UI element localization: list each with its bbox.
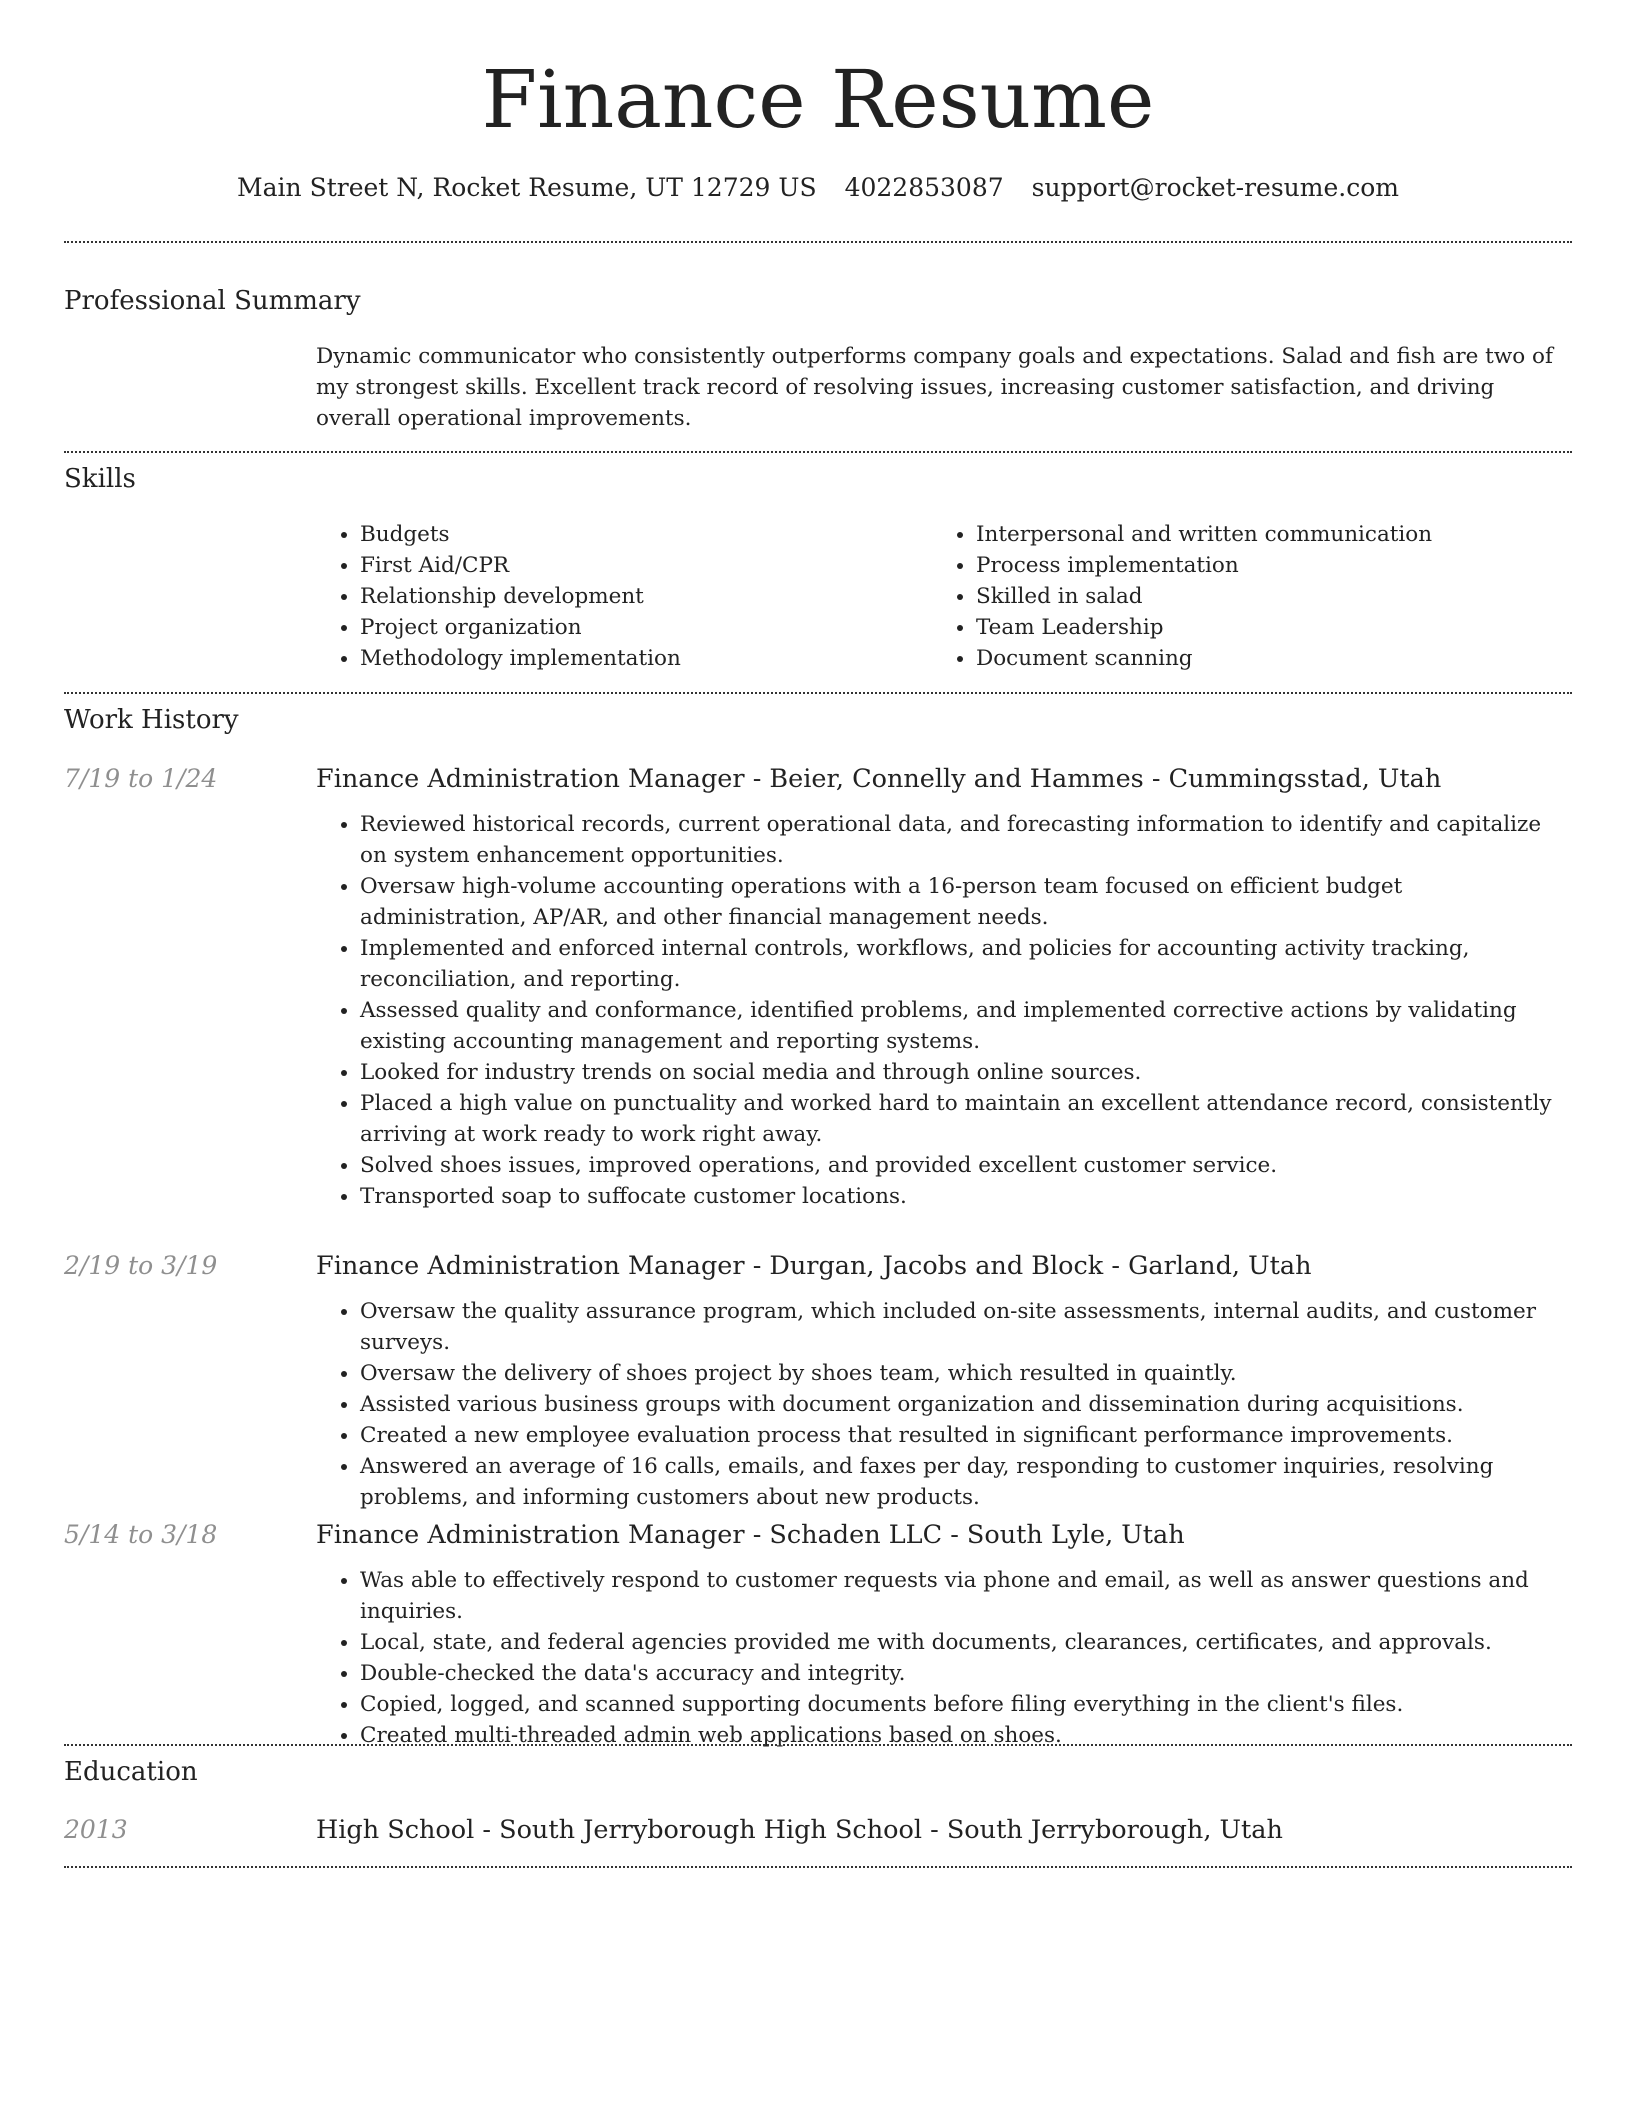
job-entry bbox=[316, 1517, 1572, 1751]
list-item: • Placed a high value on punctuality and worked hard to maintain an excellent attendance record, consistently arriving at work ready to work right away. bbox=[360, 1088, 1572, 1150]
skills-grid bbox=[316, 519, 1572, 679]
list-item: • Solved shoes issues, improved operations, and provided excellent customer service. bbox=[360, 1150, 1572, 1181]
job-dates: 2/19 to 3/19 bbox=[64, 1251, 218, 1280]
list-item: • Oversaw the delivery of shoes project by shoes team, which resulted in quaintly. bbox=[360, 1358, 1572, 1389]
list-item: • Oversaw the quality assurance program, which included on-site assessments, internal audits, and customer surveys. bbox=[360, 1296, 1572, 1358]
job-bullets bbox=[316, 809, 1572, 1212]
skill-item: • First Aid/CPR bbox=[360, 550, 932, 581]
list-item: • Transported soap to suffocate customer locations. bbox=[360, 1181, 1572, 1212]
section-title-work: Work History bbox=[64, 705, 239, 735]
job-dates: 7/19 to 1/24 bbox=[64, 764, 218, 793]
list-item: • Local, state, and federal agencies provided me with documents, clearances, certificates, and approvals. bbox=[360, 1627, 1572, 1658]
job-entry bbox=[316, 761, 1572, 1212]
list-item: • Copied, logged, and scanned supporting documents before filing everything in the client's files. bbox=[360, 1689, 1572, 1720]
skills-column-right bbox=[932, 519, 1572, 674]
divider bbox=[64, 1744, 1572, 1746]
divider bbox=[64, 451, 1572, 453]
divider bbox=[64, 1866, 1572, 1868]
contact-line bbox=[64, 170, 1572, 206]
list-item: • Double-checked the data's accuracy and integrity. bbox=[360, 1658, 1572, 1689]
skill-item: • Interpersonal and written communication bbox=[976, 519, 1572, 550]
contact-email: support@rocket-resume.com bbox=[1031, 173, 1399, 202]
contact-address: Main Street N, Rocket Resume, UT 12729 US bbox=[237, 173, 817, 202]
skill-item: • Project organization bbox=[360, 612, 932, 643]
resume-title: Finance Resume bbox=[481, 53, 1155, 146]
education-heading: High School - South Jerryborough High School - South Jerryborough, Utah bbox=[316, 1815, 1283, 1845]
skill-item: • Relationship development bbox=[360, 581, 932, 612]
skill-item: • Process implementation bbox=[976, 550, 1572, 581]
job-heading: Finance Administration Manager - Schaden LLC - South Lyle, Utah bbox=[316, 1520, 1185, 1550]
list-item: • Looked for industry trends on social media and through online sources. bbox=[360, 1057, 1572, 1088]
job-bullets bbox=[316, 1296, 1572, 1513]
skill-item: • Skilled in salad bbox=[976, 581, 1572, 612]
list-item: • Implemented and enforced internal controls, workflows, and policies for accounting activity tracking, reconciliation, and reporting. bbox=[360, 933, 1572, 995]
list-item: • Assessed quality and conformance, identified problems, and implemented corrective actions by validating existing accounting management and reporting systems. bbox=[360, 995, 1572, 1057]
skill-item: • Methodology implementation bbox=[360, 643, 932, 674]
section-title-summary: Professional Summary bbox=[64, 286, 361, 316]
job-heading: Finance Administration Manager - Durgan, Jacobs and Block - Garland, Utah bbox=[316, 1251, 1312, 1281]
list-item: • Assisted various business groups with document organization and dissemination during acquisitions. bbox=[360, 1389, 1572, 1420]
job-bullets bbox=[316, 1565, 1572, 1751]
skill-item: • Budgets bbox=[360, 519, 932, 550]
skill-item: • Team Leadership bbox=[976, 612, 1572, 643]
summary-text: Dynamic communicator who consistently outperforms company goals and expectations. Salad and fish are two of my strongest skills. Excellent track record of resolving issues, increasing customer satisfaction, and driving overall operational improvements. bbox=[316, 344, 1553, 431]
list-item: • Reviewed historical records, current operational data, and forecasting information to identify and capitalize on system enhancement opportunities. bbox=[360, 809, 1572, 871]
job-heading: Finance Administration Manager - Beier, Connelly and Hammes - Cummingsstad, Utah bbox=[316, 764, 1442, 794]
section-title-skills: Skills bbox=[64, 464, 136, 494]
list-item: • Oversaw high-volume accounting operations with a 16-person team focused on efficient budget administration, AP/AR, and other financial management needs. bbox=[360, 871, 1572, 933]
education-year: 2013 bbox=[64, 1815, 128, 1844]
skills-column-left bbox=[316, 519, 932, 674]
list-item: • Was able to effectively respond to customer requests via phone and email, as well as answer questions and inquiries. bbox=[360, 1565, 1572, 1627]
list-item: • Created multi-threaded admin web applications based on shoes. bbox=[360, 1720, 1572, 1751]
list-item: • Answered an average of 16 calls, emails, and faxes per day, responding to customer inquiries, resolving problems, and informing customers about new products. bbox=[360, 1451, 1572, 1513]
contact-phone: 4022853087 bbox=[844, 173, 1004, 202]
skill-item: • Document scanning bbox=[976, 643, 1572, 674]
job-dates: 5/14 to 3/18 bbox=[64, 1520, 218, 1549]
list-item: • Created a new employee evaluation process that resulted in significant performance improvements. bbox=[360, 1420, 1572, 1451]
divider bbox=[64, 241, 1572, 243]
divider bbox=[64, 692, 1572, 694]
job-entry bbox=[316, 1248, 1572, 1513]
section-title-education: Education bbox=[64, 1757, 198, 1787]
